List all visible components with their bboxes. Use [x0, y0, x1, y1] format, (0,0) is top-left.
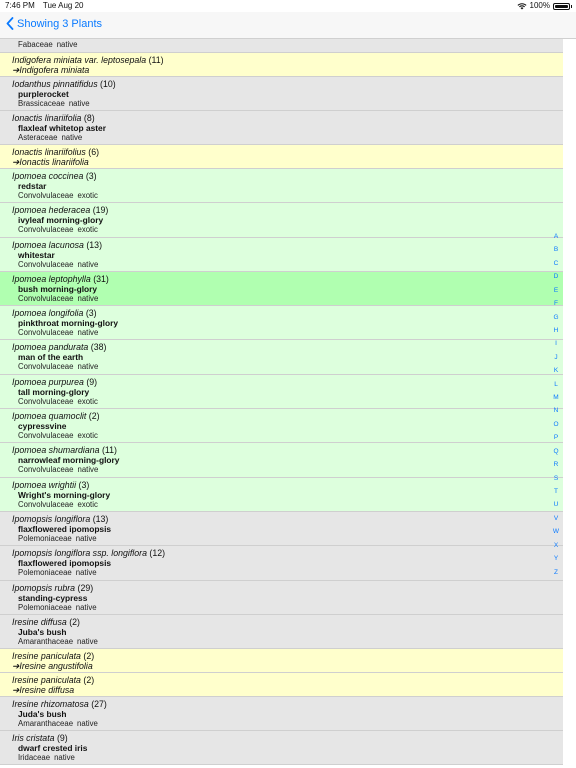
reference-list-item[interactable]: [0, 673, 563, 697]
origin-status: exotic: [77, 225, 98, 235]
chevron-left-icon: [6, 17, 14, 30]
scientific-name-text: Ipomoea hederacea: [12, 205, 91, 216]
status-date: Tue Aug 20: [42, 1, 84, 10]
list-item[interactable]: [0, 238, 563, 272]
status-right: [517, 0, 570, 12]
scientific-name: [12, 411, 100, 421]
scientific-name-text: Ipomopsis rubra: [12, 582, 76, 593]
scientific-name-text: Ipomoea quamoclit: [12, 411, 87, 422]
scientific-name: [12, 205, 108, 215]
observation-count: (2): [88, 411, 100, 422]
status-bar: [0, 0, 576, 12]
common-name: bush morning-glory: [18, 283, 98, 294]
family-name: Brassicaceae: [18, 98, 65, 108]
index-letter-x[interactable]: X: [553, 541, 559, 549]
list-item[interactable]: [0, 581, 563, 615]
list-item[interactable]: [0, 77, 563, 111]
plant-family: [18, 500, 98, 509]
observation-count: (29): [77, 582, 94, 593]
scientific-name: [12, 514, 108, 524]
scientific-name-text: Ipomoea leptophylla: [12, 273, 91, 284]
index-letter-h[interactable]: H: [553, 326, 559, 334]
observation-count: (12): [149, 548, 166, 559]
list-item[interactable]: [0, 478, 563, 512]
common-name: flaxflowered ipomopsis: [18, 523, 112, 534]
index-letter-e[interactable]: E: [553, 286, 559, 294]
origin-status: native: [75, 533, 97, 543]
observation-count: (2): [83, 651, 95, 662]
origin-status: native: [54, 752, 75, 762]
origin-status: native: [75, 602, 97, 612]
family-name: Convolvulaceae: [18, 225, 74, 235]
list-item[interactable]: [0, 111, 563, 145]
scientific-name-text: Ionactis linariifolius: [12, 147, 86, 158]
plant-list[interactable]: [0, 39, 576, 768]
scientific-name: [12, 675, 94, 685]
index-letter-n[interactable]: N: [553, 407, 559, 415]
scientific-name-text: Iodanthus pinnatifidus: [12, 78, 98, 89]
scientific-name: [12, 147, 99, 157]
common-name: purplerocket: [18, 88, 69, 99]
common-name: Wright's morning-glory: [18, 489, 111, 500]
reference-list-item[interactable]: [0, 145, 563, 169]
index-letter-a[interactable]: A: [553, 233, 559, 240]
navigation-bar: [0, 12, 576, 39]
reference-list-item[interactable]: [0, 649, 563, 673]
scientific-name-text: Ipomoea wrightii: [12, 479, 77, 490]
index-letter-s[interactable]: S: [553, 474, 559, 482]
common-name: whitestar: [18, 249, 55, 260]
battery-icon: [553, 3, 570, 10]
observation-count: (13): [86, 239, 103, 250]
back-button-label: Showing 3 Plants: [17, 17, 102, 30]
scientific-name: [12, 548, 165, 558]
synonym-reference: ➔Iresine diffusa: [12, 684, 75, 695]
scientific-name-text: Iris cristata: [12, 732, 55, 743]
scientific-name: [12, 699, 107, 709]
observation-count: (11): [148, 55, 164, 65]
plant-family: [18, 294, 98, 303]
plant-family: [18, 397, 98, 406]
observation-count: (27): [91, 698, 107, 709]
observation-count: (11): [102, 445, 117, 456]
scientific-name: [12, 171, 97, 181]
common-name: pinkthroat morning-glory: [18, 318, 119, 329]
observation-count: (2): [69, 616, 80, 627]
scientific-name: [12, 79, 116, 89]
common-name: Juba's bush: [18, 626, 67, 637]
index-letter-b[interactable]: B: [553, 246, 559, 254]
plant-family: [18, 133, 82, 142]
index-letter-v[interactable]: V: [553, 514, 559, 522]
index-letter-r[interactable]: R: [553, 461, 559, 469]
list-item[interactable]: [0, 169, 563, 203]
list-item[interactable]: [0, 409, 563, 443]
plant-family: [18, 362, 98, 371]
scientific-name: [12, 308, 97, 318]
scientific-name: [12, 274, 109, 284]
family-name: Polemoniaceae: [18, 533, 72, 543]
origin-status: exotic: [77, 499, 98, 509]
plant-family: [18, 719, 98, 728]
scientific-name-text: Iresine paniculata: [12, 674, 81, 685]
index-letter-m[interactable]: M: [553, 394, 559, 402]
plant-family: [18, 99, 90, 108]
observation-count: (19): [92, 205, 109, 216]
list-item[interactable]: [0, 340, 563, 374]
plant-family: [18, 431, 98, 440]
scientific-name-text: Iresine rhizomatosa: [12, 698, 89, 709]
origin-status: native: [77, 636, 98, 646]
common-name: narrowleaf morning-glory: [18, 455, 120, 466]
family-name: Convolvulaceae: [18, 293, 74, 303]
scientific-name-text: Ipomoea shumardiana: [12, 445, 100, 456]
scientific-name-text: Ipomoea pandurata: [12, 342, 89, 353]
observation-count: (2): [83, 674, 95, 685]
list-item[interactable]: [0, 375, 563, 409]
index-letter-t[interactable]: T: [554, 488, 558, 496]
origin-status: native: [61, 132, 83, 142]
index-letter-w[interactable]: W: [552, 528, 560, 536]
scientific-name-text: Ionactis linariifolia: [12, 112, 82, 123]
common-name: cypressvine: [18, 421, 67, 432]
observation-count: (9): [56, 732, 68, 743]
plant-family: [18, 603, 97, 612]
plant-family: [18, 568, 97, 577]
plant-family: Fabaceae native: [18, 40, 78, 49]
scientific-name-text: Ipomoea coccinea: [12, 170, 84, 181]
list-item-clipped[interactable]: [0, 39, 563, 53]
index-letter-q[interactable]: Q: [553, 447, 559, 455]
observation-count: (3): [78, 479, 90, 490]
scientific-name-text: Ipomoea lacunosa: [12, 239, 84, 250]
reference-list-item[interactable]: [0, 53, 563, 77]
plant-family: [18, 191, 98, 200]
synonym-reference: ➔Iresine angustifolia: [12, 661, 93, 672]
status-left: [5, 0, 90, 12]
wifi-icon: [517, 3, 527, 10]
origin-status: native: [77, 718, 98, 728]
family-name: Convolvulaceae: [18, 259, 74, 269]
scientific-name: [12, 480, 89, 490]
observation-count: (31): [93, 273, 109, 284]
index-letter-z[interactable]: Z: [554, 568, 558, 576]
scientific-name-text: Ipomoea purpurea: [12, 376, 84, 387]
list-item[interactable]: [0, 306, 563, 340]
selected-list-item[interactable]: [0, 272, 563, 306]
list-item[interactable]: [0, 697, 563, 731]
index-letter-u[interactable]: U: [553, 501, 559, 509]
scientific-name: [12, 583, 93, 593]
list-item[interactable]: [0, 615, 563, 649]
observation-count: (3): [85, 170, 97, 181]
family-name: Convolvulaceae: [18, 190, 74, 200]
origin-status: exotic: [77, 431, 98, 441]
scientific-name: [12, 445, 117, 455]
common-name: dwarf crested iris: [18, 742, 88, 753]
family-name: Polemoniaceae: [18, 568, 72, 578]
list-item[interactable]: [0, 731, 563, 765]
origin-status: exotic: [77, 190, 98, 200]
index-letter-y[interactable]: Y: [553, 555, 559, 563]
observation-count: (38): [90, 342, 107, 353]
plant-family: [18, 753, 75, 762]
observation-count: (3): [85, 308, 97, 319]
common-name: Juda's bush: [18, 708, 67, 719]
common-name: tall morning-glory: [18, 386, 90, 397]
family-name: Polemoniaceae: [18, 602, 72, 612]
scientific-name: [12, 617, 80, 627]
scientific-name: [12, 733, 68, 743]
scientific-name-text: Ipomopsis longiflora ssp. longiflora: [12, 548, 147, 559]
plant-family: [18, 534, 97, 543]
origin-status: native: [77, 362, 99, 372]
plant-family: [18, 637, 98, 646]
family-name: Convolvulaceae: [18, 396, 74, 406]
back-button[interactable]: [6, 17, 102, 30]
family-name: Convolvulaceae: [18, 499, 74, 509]
family-name: Convolvulaceae: [18, 431, 74, 441]
common-name: man of the earth: [18, 352, 84, 363]
index-letter-g[interactable]: G: [553, 313, 559, 321]
index-letter-i[interactable]: I: [555, 340, 557, 348]
list-item[interactable]: [0, 546, 563, 580]
battery-percent: 100%: [529, 1, 550, 10]
origin-status: native: [77, 259, 99, 269]
observation-count: (10): [100, 78, 116, 89]
scientific-name: [12, 113, 95, 123]
synonym-reference: ➔Indigofera miniata: [12, 65, 90, 75]
scientific-name: [12, 377, 97, 387]
common-name: standing-cypress: [18, 592, 88, 603]
scientific-name: [12, 55, 164, 65]
family-name: Amaranthaceae: [18, 636, 74, 646]
scientific-name: [12, 651, 94, 661]
index-letter-c[interactable]: C: [553, 259, 559, 267]
index-letter-f[interactable]: F: [554, 300, 558, 308]
family-name: Asteraceae: [18, 132, 58, 142]
index-letter-j[interactable]: J: [554, 353, 558, 361]
index-letter-p[interactable]: P: [553, 434, 559, 442]
common-name: flaxleaf whitetop aster: [18, 122, 106, 133]
synonym-reference: ➔Ionactis linariifolia: [12, 157, 89, 168]
plant-family: [18, 260, 98, 269]
alphabet-index[interactable]: [550, 230, 562, 579]
family-name: Iridaceae: [18, 752, 51, 762]
scientific-name-text: Indigofera miniata var. leptosepala: [12, 55, 147, 65]
origin-status: native: [77, 465, 99, 475]
plant-family: [18, 465, 98, 474]
list-item[interactable]: [0, 512, 563, 546]
status-time: 7:46 PM: [5, 1, 35, 10]
observation-count: (13): [92, 513, 109, 524]
scientific-name-text: Iresine paniculata: [12, 651, 81, 662]
plant-family: [18, 328, 98, 337]
common-name: flaxflowered ipomopsis: [18, 558, 112, 569]
scientific-name-text: Ipomopsis longiflora: [12, 513, 91, 524]
origin-status: native: [75, 568, 97, 578]
scientific-name-text: Ipomoea longifolia: [12, 308, 84, 319]
scientific-name-text: Iresine diffusa: [12, 616, 67, 627]
plant-family: [18, 225, 98, 234]
list-item[interactable]: [0, 203, 563, 237]
index-letter-d[interactable]: D: [553, 273, 559, 281]
scientific-name: [12, 240, 102, 250]
family-name: Convolvulaceae: [18, 328, 74, 338]
family-name: Convolvulaceae: [18, 465, 74, 475]
common-name: redstar: [18, 180, 47, 191]
origin-status: native: [68, 98, 90, 108]
observation-count: (9): [86, 376, 98, 387]
origin-status: native: [77, 328, 99, 338]
list-item[interactable]: [0, 443, 563, 477]
origin-status: native: [77, 293, 99, 303]
index-letter-o[interactable]: O: [553, 420, 559, 428]
index-letter-k[interactable]: K: [553, 367, 559, 375]
index-letter-l[interactable]: L: [554, 380, 558, 388]
observation-count: (6): [88, 147, 100, 158]
family-name: Convolvulaceae: [18, 362, 74, 372]
origin-status: exotic: [77, 396, 98, 406]
family-name: Amaranthaceae: [18, 718, 74, 728]
scientific-name: [12, 342, 106, 352]
observation-count: (8): [83, 112, 95, 123]
common-name: ivyleaf morning-glory: [18, 215, 104, 226]
